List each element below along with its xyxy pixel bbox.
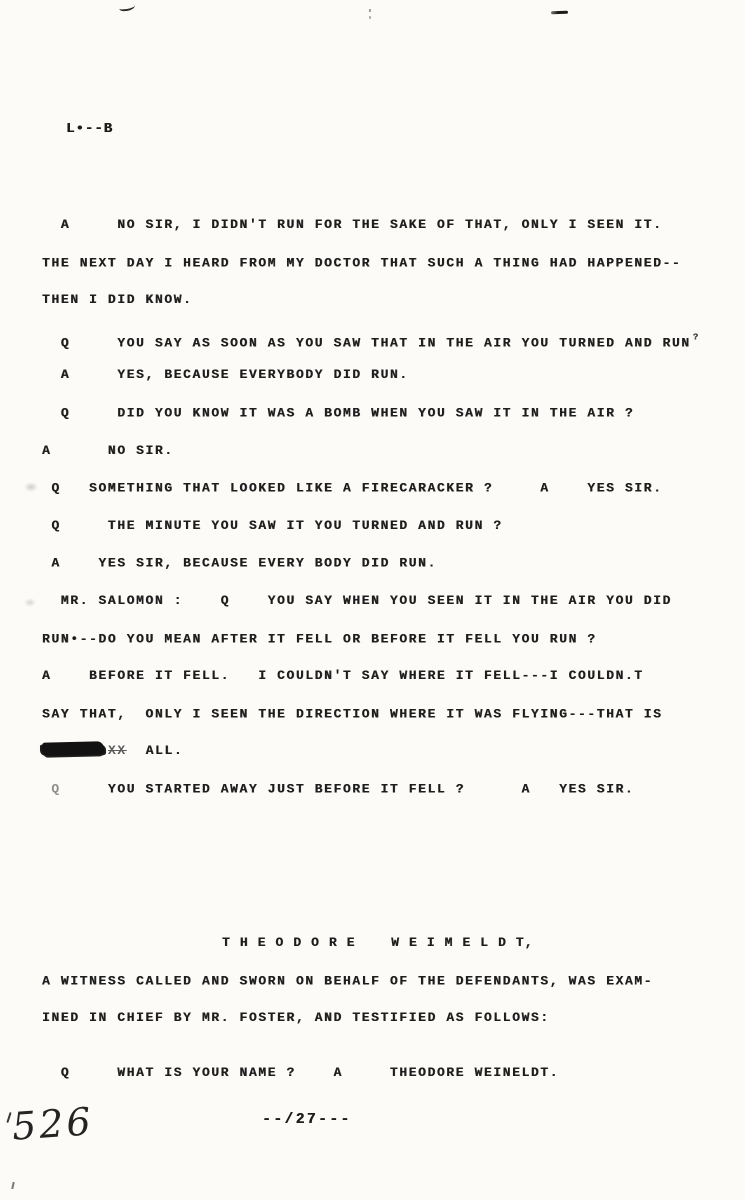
- testimony-block: [42, 206, 737, 808]
- pen-dot-mark: [11, 1182, 14, 1189]
- first-question-block: [42, 1054, 737, 1092]
- transcript-line: Q THE MINUTE YOU SAW IT YOU TURNED AND RUN ?: [42, 517, 503, 533]
- faded-q-marker: Q: [42, 781, 61, 797]
- transcript-line: A BEFORE IT FELL. I COULDN'T SAY WHERE IT FELL---I COULDN.T: [42, 668, 644, 684]
- transcript-line: [42, 319, 737, 357]
- transcript-line-redacted: [42, 732, 737, 770]
- stray-dash-mark: [551, 11, 568, 15]
- transcript-line: Q SOMETHING THAT LOOKED LIKE A FIRECARACKER ? A YES SIR.: [42, 480, 663, 496]
- transcript-line: MR. SALOMON : Q YOU SAY WHEN YOU SEEN IT IN THE AIR YOU DID: [42, 592, 672, 608]
- transcript-line: THEN I DID KNOW.: [42, 292, 193, 308]
- document-label: L•--B: [66, 121, 114, 137]
- superscript-question-mark: ?: [692, 332, 699, 343]
- transcript-line-text: Q YOU SAY AS SOON AS YOU SAW THAT IN THE AIR YOU TURNED AND RUN: [42, 335, 691, 351]
- paper-smudge: [24, 482, 38, 492]
- witness-name-heading: T H E O D O R E W E I M E L D T,: [222, 935, 534, 950]
- transcript-line: A NO SIR, I DIDN'T RUN FOR THE SAKE OF THAT, ONLY I SEEN IT.: [42, 217, 663, 232]
- paper-smudge: [24, 598, 36, 607]
- stray-pen-mark: [119, 2, 136, 12]
- witness-intro-line: A WITNESS CALLED AND SWORN ON BEHALF OF THE DEFENDANTS, WAS EXAM-: [42, 973, 654, 989]
- struck-out-text: XX: [108, 743, 127, 759]
- transcript-line: A YES SIR, BECAUSE EVERY BODY DID RUN.: [42, 555, 437, 571]
- transcript-line: THE NEXT DAY I HEARD FROM MY DOCTOR THAT SUCH A THING HAD HAPPENED--: [42, 255, 682, 271]
- transcript-line: [42, 770, 737, 808]
- typed-page-number: --/27---: [262, 1112, 352, 1128]
- transcript-line: A YES, BECAUSE EVERYBODY DID RUN.: [42, 367, 409, 383]
- witness-section: [42, 924, 737, 1037]
- transcript-line-text: YOU STARTED AWAY JUST BEFORE IT FELL ? A YES SIR.: [60, 781, 635, 797]
- stray-speck-mark: [369, 9, 371, 12]
- transcript-line: SAY THAT, ONLY I SEEN THE DIRECTION WHERE IT WAS FLYING---THAT IS: [42, 706, 663, 722]
- transcript-line-text: ALL.: [126, 743, 184, 759]
- transcript-line: Q WHAT IS YOUR NAME ? A THEODORE WEINELDT.: [42, 1065, 560, 1080]
- handwritten-folio-number: 526: [10, 1099, 95, 1149]
- transcript-line: A NO SIR.: [42, 442, 174, 458]
- ink-scribble-redaction: [42, 742, 104, 757]
- witness-intro-line: INED IN CHIEF BY MR. FOSTER, AND TESTIFIED AS FOLLOWS:: [42, 1010, 550, 1026]
- transcript-line: RUN•--DO YOU MEAN AFTER IT FELL OR BEFORE IT FELL YOU RUN ?: [42, 631, 597, 647]
- transcript-line: Q DID YOU KNOW IT WAS A BOMB WHEN YOU SAW IT IN THE AIR ?: [42, 405, 635, 421]
